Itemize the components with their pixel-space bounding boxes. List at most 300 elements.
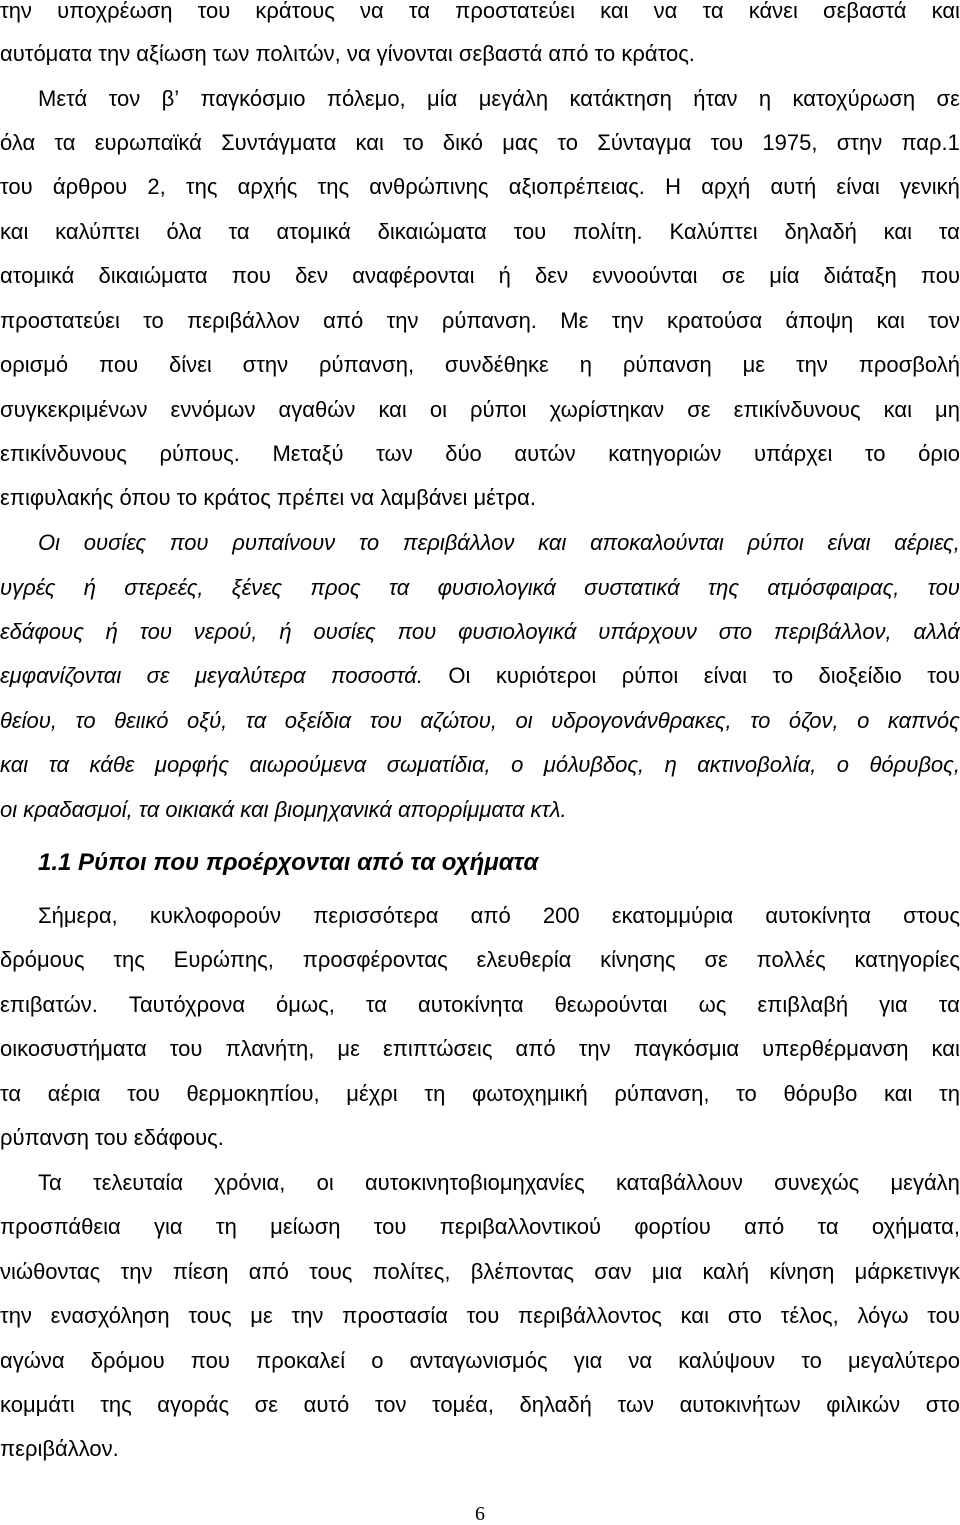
word: Τα — [38, 1170, 62, 1195]
word: ο — [371, 1348, 384, 1373]
word: την — [578, 1036, 611, 1061]
word: 200 — [542, 903, 580, 928]
word: την — [611, 308, 644, 333]
word: το — [143, 308, 164, 333]
word: καταβάλλουν — [615, 1170, 743, 1195]
word: τελευταία — [93, 1170, 184, 1195]
word: τα — [138, 797, 160, 822]
word: κτλ. — [530, 797, 567, 822]
word: μόλυβδος, — [543, 752, 645, 777]
word: πρέπει — [276, 485, 345, 510]
word: 2, — [147, 174, 166, 199]
word: είναι — [836, 174, 880, 199]
text-line — [0, 174, 960, 200]
word: δεν — [295, 263, 329, 288]
word: του — [127, 1081, 160, 1106]
word: τα — [0, 1081, 22, 1106]
word: κραδασμοί, — [23, 797, 133, 822]
word: στο — [718, 619, 753, 644]
word: απορρίμματα — [397, 797, 525, 822]
word: ορισμό — [0, 352, 69, 377]
text-line — [0, 903, 960, 929]
word: τα — [938, 992, 960, 1017]
word: μας — [502, 130, 539, 155]
word: αιωρούμενα — [249, 752, 367, 777]
word: το — [864, 441, 886, 466]
word: συνδέθηκε — [444, 352, 549, 377]
word: ρύπανση — [0, 1125, 89, 1150]
word: ο — [857, 708, 870, 733]
word: για — [573, 1348, 603, 1373]
word: την — [795, 352, 828, 377]
word: το — [358, 530, 380, 555]
text-line — [0, 485, 960, 511]
word: της — [185, 174, 218, 199]
text-line — [0, 992, 960, 1018]
word: μορφής — [154, 752, 230, 777]
word: πολλές — [756, 947, 826, 972]
text-line — [0, 1125, 960, 1151]
word: σε — [254, 1392, 279, 1417]
word: ρύπους. — [159, 441, 240, 466]
word: και — [931, 1036, 960, 1061]
word: δρόμους — [0, 947, 85, 972]
word: ρύπανση, — [319, 352, 415, 377]
word: της — [317, 174, 350, 199]
word: προκαλεί — [256, 1348, 346, 1373]
word: του — [169, 1036, 203, 1061]
text-line — [0, 308, 960, 334]
text-line — [0, 130, 960, 156]
word: περιβάλλον — [402, 530, 515, 555]
word: δεν — [535, 263, 569, 288]
word: ή — [279, 619, 292, 644]
word: χρόνια, — [214, 1170, 286, 1195]
word: μία — [769, 263, 800, 288]
word: τομέα, — [432, 1392, 494, 1417]
word: από — [515, 1036, 556, 1061]
word: και — [883, 219, 912, 244]
word: αναφέρονται — [352, 263, 475, 288]
word: ενασχόληση — [50, 1303, 170, 1328]
word: οι — [316, 1170, 334, 1195]
word: άρθρου — [52, 174, 128, 199]
word: την — [386, 308, 419, 333]
word: οι — [429, 397, 447, 422]
word: την — [0, 0, 32, 23]
word: παγκόσμια — [633, 1036, 740, 1061]
word: βλέποντας — [470, 1259, 575, 1284]
word: σεβαστά — [823, 0, 907, 23]
text-line — [0, 1392, 960, 1418]
word: αυτή — [770, 174, 817, 199]
word: αέριες, — [894, 530, 960, 555]
word: Η — [665, 174, 682, 199]
word: και — [600, 0, 629, 23]
word: Σήμερα, — [38, 903, 118, 928]
word: κρατούσα — [666, 308, 763, 333]
word: ουσίες — [83, 530, 147, 555]
word: την — [0, 1303, 32, 1328]
word: γενική — [899, 174, 960, 199]
word: αξιοπρέπειας. — [508, 174, 645, 199]
text-line — [0, 1303, 960, 1329]
text-line — [0, 663, 960, 689]
word: για — [879, 992, 908, 1017]
word: θερμοκηπίου, — [186, 1081, 320, 1106]
word: φυσιολογικά — [458, 619, 577, 644]
word: οικοσυστήματα — [0, 1036, 147, 1061]
word: της — [707, 575, 740, 600]
text-line — [0, 397, 960, 423]
word: του — [139, 619, 172, 644]
word: Σύνταγμα — [597, 130, 692, 155]
word: Οι — [38, 530, 60, 555]
word: πλανήτη, — [225, 1036, 315, 1061]
text-line — [0, 263, 960, 289]
word: σωματίδια, — [386, 752, 491, 777]
word: το — [594, 41, 616, 66]
word: κράτος. — [621, 41, 695, 66]
word: σε — [936, 86, 960, 111]
word: τέλος, — [780, 1303, 839, 1328]
word: το — [750, 708, 771, 733]
word: του — [95, 1125, 128, 1150]
word: μεγαλύτερα — [195, 663, 306, 688]
word: και — [883, 397, 912, 422]
word: σε — [687, 397, 711, 422]
word: πολίτη. — [573, 219, 643, 244]
word: παρ.1 — [901, 130, 960, 155]
word: ατομικά — [276, 219, 351, 244]
word: επιβλαβή — [757, 992, 849, 1017]
word: όλα — [0, 130, 36, 155]
word: η — [579, 352, 592, 377]
text-line — [0, 530, 960, 556]
word: σαν — [594, 1259, 632, 1284]
word: φορτίου — [634, 1214, 711, 1239]
word: Με — [560, 308, 589, 333]
word: αυτόματα — [0, 41, 93, 66]
word: μια — [651, 1259, 683, 1284]
word: είναι — [827, 530, 871, 555]
word: από — [744, 1214, 785, 1239]
word: τους — [309, 1259, 353, 1284]
word: σε — [146, 663, 170, 688]
word: πολιτών, — [255, 41, 341, 66]
text-line — [0, 1436, 960, 1462]
word: του — [466, 1303, 500, 1328]
word: όριο — [918, 441, 960, 466]
word: και — [0, 219, 29, 244]
text-line — [0, 1081, 960, 1107]
word: θεωρούνται — [554, 992, 668, 1017]
word: την — [98, 41, 131, 66]
word: να — [346, 41, 371, 66]
word: μείωση — [270, 1214, 341, 1239]
text-line — [0, 0, 960, 24]
word: του — [373, 1214, 407, 1239]
word: τους — [188, 1303, 232, 1328]
word: τα — [365, 992, 387, 1017]
word: ευρωπαϊκά — [94, 130, 202, 155]
word: διάταξη — [823, 263, 897, 288]
word: τον — [108, 86, 141, 111]
word: εννόμων — [170, 397, 256, 422]
word: και — [240, 797, 269, 822]
word: λαμβάνει — [380, 485, 468, 510]
word: ουσίες — [313, 619, 376, 644]
word: κομμάτι — [0, 1392, 75, 1417]
word: φιλικών — [826, 1392, 901, 1417]
word: η — [758, 86, 772, 111]
word: αυτοκίνητα — [417, 992, 524, 1017]
word: οξύ, — [187, 708, 228, 733]
word: χωρίστηκαν — [549, 397, 665, 422]
word: μία — [427, 86, 458, 111]
word: σε — [704, 947, 728, 972]
text-line — [0, 619, 960, 645]
word: να — [628, 1348, 653, 1373]
word: και — [0, 752, 29, 777]
word: των — [376, 441, 413, 466]
word: μη — [935, 397, 960, 422]
word: υποχρέωση — [57, 0, 173, 23]
word: περιβάλλον — [187, 308, 300, 333]
word: αγώνα — [0, 1348, 65, 1373]
word: διοξείδιο — [818, 663, 902, 688]
word: μέχρι — [346, 1081, 398, 1106]
word: τη — [215, 1214, 237, 1239]
word: της — [113, 947, 145, 972]
word: τον — [374, 1392, 407, 1417]
word: μεγάλη — [478, 86, 549, 111]
text-line — [0, 86, 960, 112]
word: λόγω — [857, 1303, 909, 1328]
word: που — [397, 619, 437, 644]
word: ή — [83, 575, 96, 600]
word: ως — [698, 992, 727, 1017]
text-line — [0, 1214, 960, 1240]
word: κίνηση — [769, 1259, 835, 1284]
word: 1975, — [762, 130, 818, 155]
word: αυτοκινητοβιομηχανίες — [364, 1170, 585, 1195]
word: ρύπανση. — [441, 308, 537, 333]
word: στο — [727, 1303, 762, 1328]
text-line — [0, 797, 960, 823]
word: αλλά — [913, 619, 960, 644]
word: περιβαλλοντικού — [439, 1214, 601, 1239]
word: προσβολή — [858, 352, 960, 377]
word: ανταγωνισμός — [409, 1348, 548, 1373]
word: των — [617, 1392, 655, 1417]
word: ρύπανση — [622, 352, 712, 377]
word: δικαιώματα — [98, 263, 208, 288]
word: ατμόσφαιρας, — [767, 575, 900, 600]
word: δύο — [445, 441, 482, 466]
word: άποψη — [785, 308, 854, 333]
word: νιώθοντας — [0, 1259, 101, 1284]
word: κάθε — [89, 752, 135, 777]
text-line — [0, 752, 960, 778]
word: ξένες — [231, 575, 283, 600]
word: από — [323, 308, 364, 333]
word: κατηγοριών — [608, 441, 722, 466]
word: αυτό — [303, 1392, 350, 1417]
word: οι — [0, 797, 18, 822]
word: ρύπανση, — [614, 1081, 710, 1106]
word: στερεές, — [124, 575, 204, 600]
word: δίνει — [168, 352, 212, 377]
word: όπου — [119, 485, 171, 510]
word: με — [337, 1036, 360, 1061]
word: από — [248, 1259, 289, 1284]
word: και — [355, 130, 384, 155]
word: Ταυτόχρονα — [128, 992, 246, 1017]
word: περιβάλλον, — [773, 619, 892, 644]
word: τα — [388, 575, 410, 600]
word: καλύψουν — [678, 1348, 776, 1373]
word: αγοράς — [157, 1392, 230, 1417]
word: στο — [925, 1392, 960, 1417]
word: ή — [105, 619, 118, 644]
word: κίνησης — [600, 947, 676, 972]
word: κατοχύρωση — [792, 86, 916, 111]
word: καπνός — [887, 708, 960, 733]
word: ποσοστά. — [330, 663, 423, 688]
word: ρυπαίνουν — [232, 530, 336, 555]
word: τη — [424, 1081, 446, 1106]
word: Ευρώπης, — [173, 947, 274, 972]
text-line — [0, 441, 960, 467]
word: αρχής — [237, 174, 298, 199]
word: κάνει — [748, 0, 798, 23]
word: θείου, — [0, 708, 57, 733]
word: σε — [721, 263, 746, 288]
word: Καλύπτει — [669, 219, 758, 244]
word: εδάφους — [0, 619, 84, 644]
word: Οι — [448, 663, 471, 688]
word: θόρυβος, — [869, 752, 960, 777]
text-line — [0, 1259, 960, 1285]
word: εμφανίζονται — [0, 663, 122, 688]
word: ή — [498, 263, 511, 288]
word: ρύποι — [621, 663, 679, 688]
word: αποκαλούνται — [590, 530, 724, 555]
word: Μεταξύ — [272, 441, 344, 466]
text-line — [0, 219, 960, 245]
word: οχήματα, — [871, 1214, 960, 1239]
word: περισσότερα — [313, 903, 439, 928]
word: από — [548, 41, 589, 66]
word: ο — [511, 752, 524, 777]
word: φωτοχημική — [471, 1081, 588, 1106]
word: οικιακά — [165, 797, 235, 822]
word: νερού, — [193, 619, 258, 644]
word: τη — [939, 1081, 960, 1106]
word: που — [98, 352, 139, 377]
text-line — [0, 352, 960, 378]
word: από — [470, 903, 511, 928]
word: όζον, — [788, 708, 839, 733]
word: δηλαδή — [519, 1392, 592, 1417]
word: προστασία — [342, 1303, 448, 1328]
word: βιομηχανικά — [274, 797, 392, 822]
word: αρχή — [701, 174, 751, 199]
word: που — [169, 530, 209, 555]
word: τα — [702, 0, 724, 23]
word: να — [350, 485, 375, 510]
word: ήταν — [693, 86, 738, 111]
word: την — [120, 1259, 153, 1284]
word: δικό — [442, 130, 483, 155]
word: του — [0, 174, 33, 199]
word: πολίτες, — [372, 1259, 451, 1284]
word: αυτών — [514, 441, 576, 466]
word: η — [664, 752, 677, 777]
word: τα — [228, 219, 250, 244]
word: υγρές — [0, 575, 56, 600]
word: το — [736, 1081, 757, 1106]
word: αγαθών — [278, 397, 356, 422]
section-heading: 1.1 Ρύποι που προέρχονται από τα οχήματα — [38, 849, 539, 876]
word: μέτρα. — [473, 485, 536, 510]
text-line — [0, 1348, 960, 1374]
word: θειικό — [114, 708, 169, 733]
word: γίνονται — [376, 41, 453, 66]
word: του — [927, 663, 960, 688]
text-line — [0, 575, 960, 601]
word: και — [931, 0, 960, 23]
word: τα — [817, 1214, 839, 1239]
word: την — [291, 1303, 324, 1328]
text-line — [0, 41, 960, 67]
word: εκατομμύρια — [611, 903, 734, 928]
word: του — [927, 575, 960, 600]
word: δρόμου — [90, 1348, 165, 1373]
word: αξίωση — [136, 41, 207, 66]
word: όμως, — [276, 992, 335, 1017]
word: αυτοκίνητα — [765, 903, 871, 928]
word: ελευθερία — [476, 947, 572, 972]
word: αυτοκινήτων — [679, 1392, 801, 1417]
word: δηλαδή — [784, 219, 857, 244]
word: προσπάθεια — [0, 1214, 121, 1239]
word: τον — [928, 308, 960, 333]
word: του — [710, 130, 744, 155]
word: είναι — [703, 663, 748, 688]
word: ρύποι — [747, 530, 804, 555]
word: σεβαστά — [458, 41, 543, 66]
word: και — [538, 530, 567, 555]
word: δικαιώματα — [377, 219, 487, 244]
word: επικίνδυνους — [0, 441, 127, 466]
word: συστατικά — [584, 575, 680, 600]
word: που — [190, 1348, 230, 1373]
word: β’ — [161, 86, 180, 111]
word: να — [653, 0, 678, 23]
word: προστατεύει — [455, 0, 575, 23]
word: προσφέροντας — [302, 947, 448, 972]
word: εδάφους. — [133, 1125, 224, 1150]
word: κυριότεροι — [495, 663, 597, 688]
word: μεγαλύτερο — [847, 1348, 960, 1373]
word: το — [557, 130, 579, 155]
word: ο — [836, 752, 850, 777]
word: συγκεκριμένων — [0, 397, 148, 422]
word: κατάκτηση — [569, 86, 672, 111]
word: όλα — [166, 219, 202, 244]
